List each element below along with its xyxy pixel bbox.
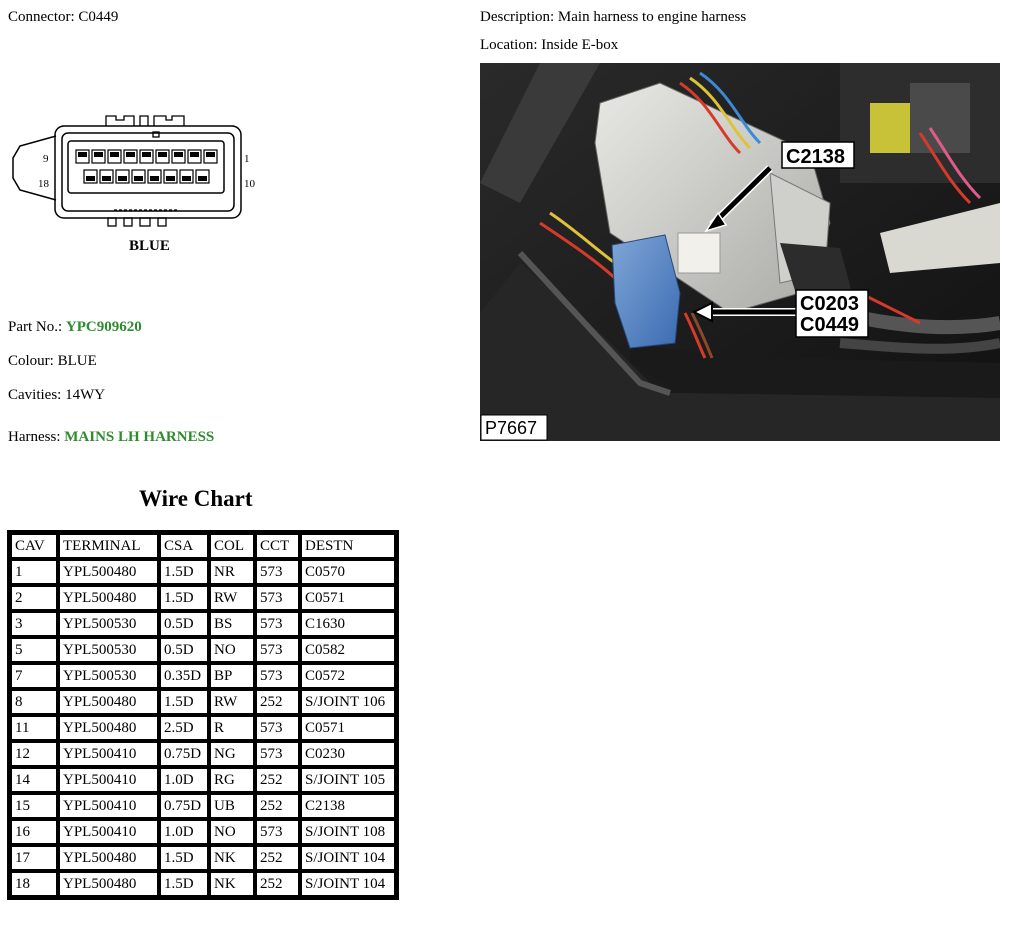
cell-destn: C0230 xyxy=(300,741,396,767)
cell-cav: 5 xyxy=(10,637,58,663)
cavities-bottom-fill xyxy=(86,176,207,181)
callout-c0203: C0203 xyxy=(800,293,859,315)
cell-destn: C0582 xyxy=(300,637,396,663)
cell-terminal: YPL500480 xyxy=(58,845,159,871)
pin-label-1: 1 xyxy=(244,153,250,165)
cell-terminal: YPL500530 xyxy=(58,637,159,663)
cell-col: NK xyxy=(209,845,255,871)
cell-destn: C0571 xyxy=(300,715,396,741)
cell-cav: 2 xyxy=(10,585,58,611)
cavities-line xyxy=(8,387,105,404)
cell-cav: 17 xyxy=(10,845,58,871)
cell-terminal: YPL500530 xyxy=(58,663,159,689)
colour-value: BLUE xyxy=(57,353,97,369)
cell-destn: C2138 xyxy=(300,793,396,819)
cell-col: NO xyxy=(209,637,255,663)
cavities-value: 14WY xyxy=(65,387,106,403)
cell-terminal: YPL500410 xyxy=(58,819,159,845)
connector-colour-caption: BLUE xyxy=(129,238,170,254)
header-terminal: TERMINAL xyxy=(58,533,159,559)
table-row xyxy=(10,845,396,871)
cell-cct: 573 xyxy=(255,559,300,585)
connector-id: C0449 xyxy=(78,9,119,25)
cell-col: R xyxy=(209,715,255,741)
cell-cct: 252 xyxy=(255,767,300,793)
cell-col: RW xyxy=(209,689,255,715)
location-photo xyxy=(480,63,1000,441)
pin-label-9: 9 xyxy=(43,153,49,165)
cell-csa: 1.5D xyxy=(159,845,209,871)
cell-cct: 252 xyxy=(255,871,300,897)
table-row xyxy=(10,559,396,585)
cell-terminal: YPL500530 xyxy=(58,611,159,637)
pin-label-10: 10 xyxy=(244,178,255,190)
colour-line xyxy=(8,353,97,370)
location-value: Inside E-box xyxy=(541,37,619,53)
cell-col: RG xyxy=(209,767,255,793)
wire-chart-title: Wire Chart xyxy=(139,486,253,511)
cavity-block xyxy=(68,141,224,193)
callout-c2138: C2138 xyxy=(786,146,845,168)
header-cct: CCT xyxy=(255,533,300,559)
table-row xyxy=(10,715,396,741)
table-row xyxy=(10,793,396,819)
cell-terminal: YPL500480 xyxy=(58,689,159,715)
table-row xyxy=(10,585,396,611)
cell-col: NG xyxy=(209,741,255,767)
table-row xyxy=(10,871,396,897)
cell-cav: 14 xyxy=(10,767,58,793)
cell-destn: S/JOINT 108 xyxy=(300,819,396,845)
cell-terminal: YPL500480 xyxy=(58,559,159,585)
cell-col: NO xyxy=(209,819,255,845)
cell-terminal: YPL500480 xyxy=(58,871,159,897)
connector-c2138-shape xyxy=(678,233,720,273)
cell-csa: 0.75D xyxy=(159,793,209,819)
cell-csa: 2.5D xyxy=(159,715,209,741)
cell-destn: S/JOINT 104 xyxy=(300,871,396,897)
cell-csa: 1.5D xyxy=(159,689,209,715)
left-latch xyxy=(13,136,56,200)
cell-cav: 12 xyxy=(10,741,58,767)
cell-cct: 573 xyxy=(255,819,300,845)
cell-col: BP xyxy=(209,663,255,689)
wire-chart-table xyxy=(7,530,399,900)
cavities-label: Cavities: xyxy=(8,387,62,403)
cell-csa: 1.5D xyxy=(159,585,209,611)
cell-csa: 0.35D xyxy=(159,663,209,689)
cell-col: RW xyxy=(209,585,255,611)
table-row xyxy=(10,741,396,767)
cell-cav: 16 xyxy=(10,819,58,845)
cell-destn: C0570 xyxy=(300,559,396,585)
harness-link[interactable]: MAINS LH HARNESS xyxy=(64,429,215,445)
harness-line xyxy=(8,429,214,446)
cell-csa: 0.5D xyxy=(159,637,209,663)
colour-label: Colour: xyxy=(8,353,54,369)
part-no-link[interactable]: YPC909620 xyxy=(65,319,142,335)
cell-cav: 1 xyxy=(10,559,58,585)
cell-csa: 0.75D xyxy=(159,741,209,767)
description-value: Main harness to engine harness xyxy=(557,9,747,25)
table-row xyxy=(10,689,396,715)
cell-cct: 573 xyxy=(255,741,300,767)
header-cav: CAV xyxy=(10,533,58,559)
cell-cct: 252 xyxy=(255,689,300,715)
cell-csa: 1.0D xyxy=(159,819,209,845)
header-destn: DESTN xyxy=(300,533,396,559)
header-csa: CSA xyxy=(159,533,209,559)
harness-label: Harness: xyxy=(8,429,61,445)
cell-cav: 8 xyxy=(10,689,58,715)
cavities-top-fill xyxy=(78,152,215,157)
cell-terminal: YPL500410 xyxy=(58,767,159,793)
cell-cav: 3 xyxy=(10,611,58,637)
cell-csa: 0.5D xyxy=(159,611,209,637)
cell-destn: S/JOINT 104 xyxy=(300,845,396,871)
connector-label: Connector: xyxy=(8,9,75,25)
cell-cct: 573 xyxy=(255,585,300,611)
cell-terminal: YPL500410 xyxy=(58,793,159,819)
cell-csa: 1.0D xyxy=(159,767,209,793)
table-row xyxy=(10,767,396,793)
cell-terminal: YPL500410 xyxy=(58,741,159,767)
cell-col: NR xyxy=(209,559,255,585)
cell-destn: C1630 xyxy=(300,611,396,637)
cell-terminal: YPL500480 xyxy=(58,585,159,611)
pin-label-18: 18 xyxy=(38,178,49,190)
part-no-line xyxy=(8,319,142,336)
callout-c0449: C0449 xyxy=(800,314,859,336)
description-label: Description: xyxy=(480,9,555,25)
figure-id: P7667 xyxy=(485,418,538,438)
location-line xyxy=(480,37,618,54)
wire-chart-header-row xyxy=(10,533,396,559)
table-row xyxy=(10,819,396,845)
table-row xyxy=(10,611,396,637)
cell-csa: 1.5D xyxy=(159,559,209,585)
cell-cct: 252 xyxy=(255,845,300,871)
cell-col: NK xyxy=(209,871,255,897)
cell-cct: 573 xyxy=(255,715,300,741)
cell-destn: C0572 xyxy=(300,663,396,689)
cell-cav: 15 xyxy=(10,793,58,819)
cell-cav: 7 xyxy=(10,663,58,689)
connector-face-diagram xyxy=(8,108,263,258)
cell-cav: 11 xyxy=(10,715,58,741)
description-line xyxy=(480,9,746,26)
cell-destn: S/JOINT 106 xyxy=(300,689,396,715)
table-row xyxy=(10,663,396,689)
cell-cct: 573 xyxy=(255,663,300,689)
location-label: Location: xyxy=(480,37,538,53)
cell-csa: 1.5D xyxy=(159,871,209,897)
table-row xyxy=(10,637,396,663)
cell-cav: 18 xyxy=(10,871,58,897)
cell-col: BS xyxy=(209,611,255,637)
cell-cct: 252 xyxy=(255,793,300,819)
cell-terminal: YPL500480 xyxy=(58,715,159,741)
cell-destn: S/JOINT 105 xyxy=(300,767,396,793)
connector-heading xyxy=(8,9,118,26)
cell-col: UB xyxy=(209,793,255,819)
cell-destn: C0571 xyxy=(300,585,396,611)
cell-cct: 573 xyxy=(255,611,300,637)
cell-cct: 573 xyxy=(255,637,300,663)
part-no-label: Part No.: xyxy=(8,319,63,335)
header-col: COL xyxy=(209,533,255,559)
